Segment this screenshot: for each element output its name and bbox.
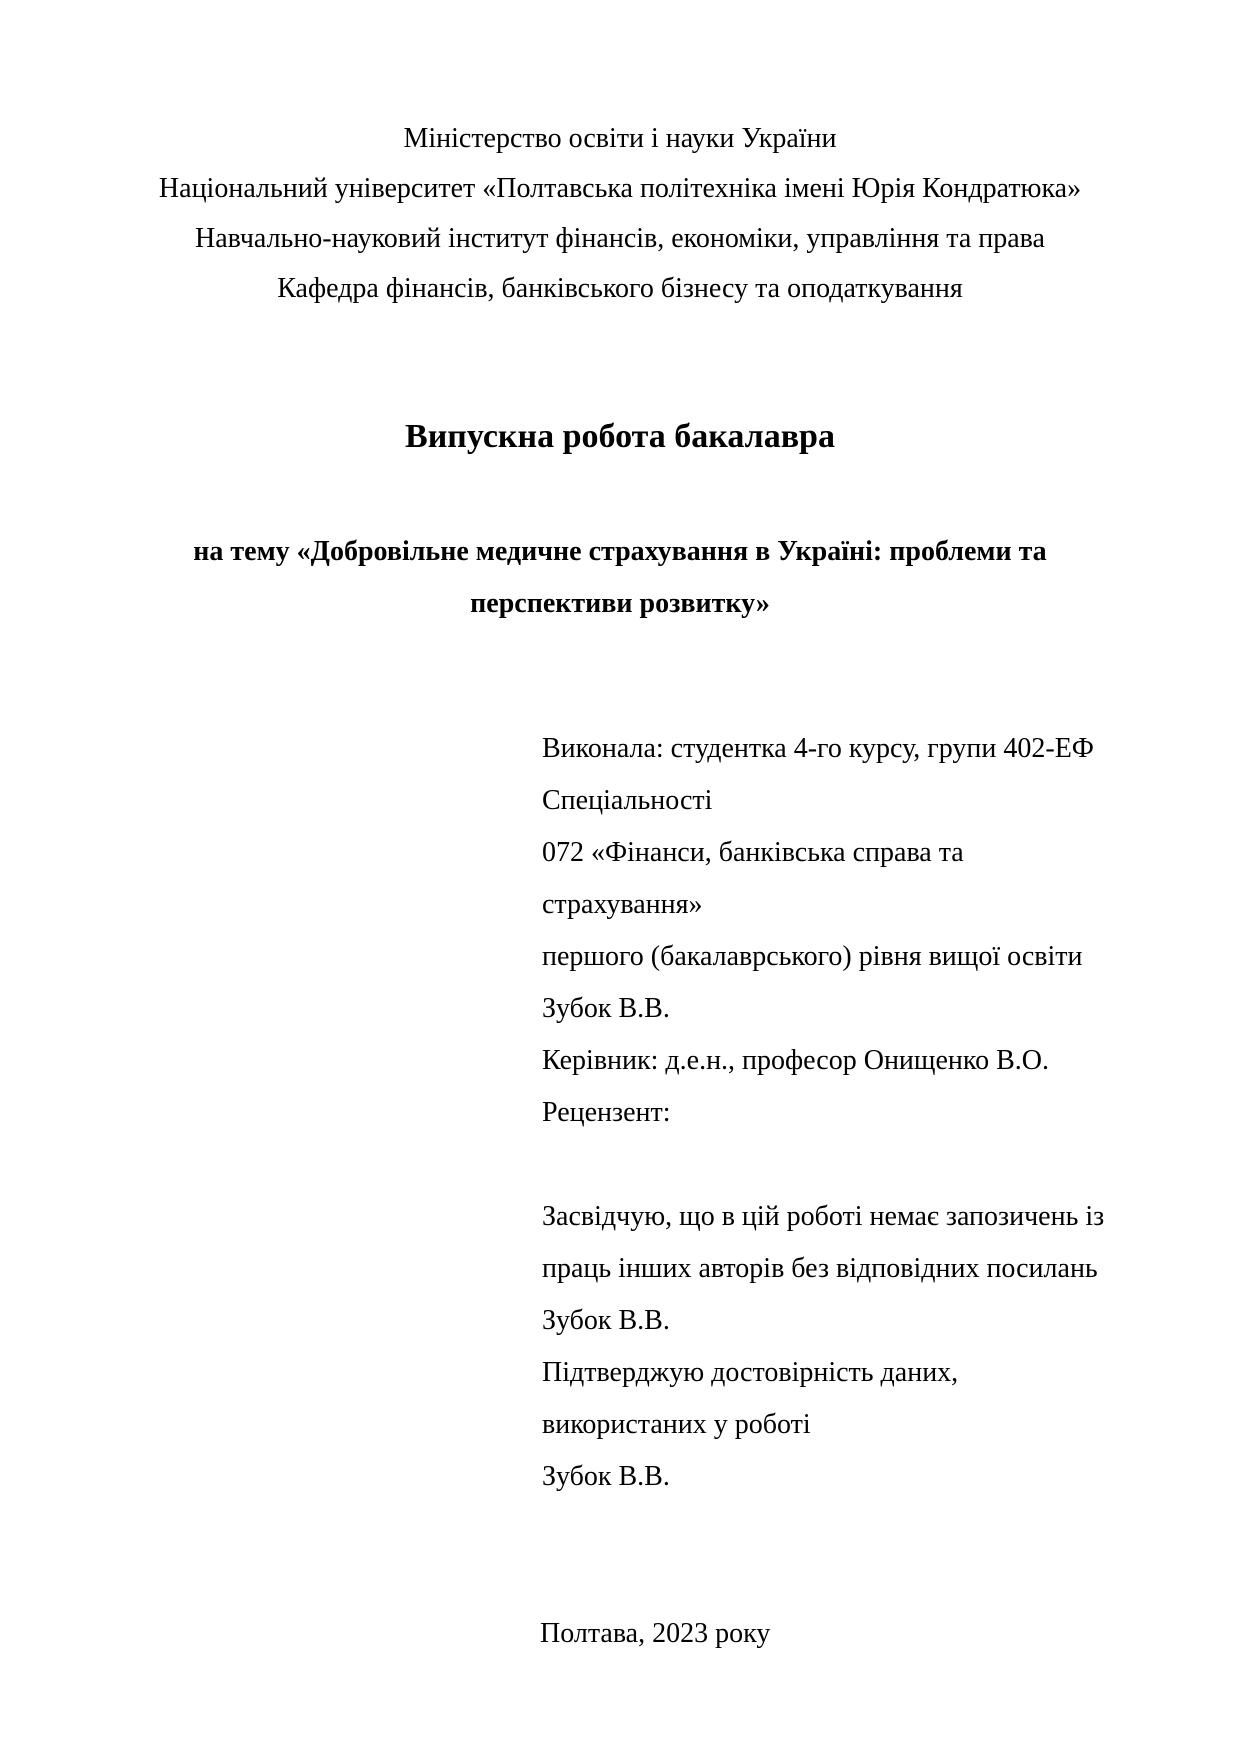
supervisor-line: Керівник: д.е.н., професор Онищенко В.О. (542, 1045, 1049, 1076)
topic-line: на тему «Добровільне медичне страхування в Україні: проблеми та (193, 536, 1047, 567)
place-and-year: Полтава, 2023 року (540, 1618, 771, 1649)
confirmation-line: використаних у роботі (542, 1409, 811, 1440)
reviewer-line: Рецензент: (542, 1097, 671, 1128)
thesis-topic (0, 526, 1240, 630)
declaration-line: Засвідчую, що в цій роботі немає запозичень із (542, 1201, 1105, 1232)
author-name: Зубок В.В. (542, 993, 670, 1024)
author-line: Виконала: студентка 4-го курсу, групи 402-ЕФ (542, 733, 1094, 764)
topic-line: перспективи розвитку» (470, 588, 770, 619)
specialty-line: 072 «Фінанси, банківська справа та (542, 837, 964, 868)
specialty-line: страхування» (542, 889, 703, 920)
specialty-label: Спеціальності (542, 785, 713, 816)
institution-header (0, 114, 1240, 314)
institute-line: Навчально-науковий інститут фінансів, економіки, управління та права (195, 223, 1045, 254)
confirmation-line: Підтверджую достовірність даних, (542, 1357, 959, 1388)
author-name: Зубок В.В. (542, 1461, 670, 1492)
author-name: Зубок В.В. (542, 1305, 670, 1336)
author-info-block (542, 723, 1182, 1503)
department-line: Кафедра фінансів, банківського бізнесу та оподаткування (277, 273, 963, 304)
education-level-line: першого (бакалаврського) рівня вищої освіти (542, 941, 1083, 972)
document-title: Випускна робота бакалавра (405, 418, 835, 455)
ministry-line: Міністерство освіти і науки України (403, 123, 837, 154)
declaration-line: праць інших авторів без відповідних посилань (542, 1253, 1098, 1284)
university-line: Національний університет «Полтавська політехніка імені Юрія Кондратюка» (158, 173, 1082, 204)
spacer (542, 1139, 1182, 1191)
